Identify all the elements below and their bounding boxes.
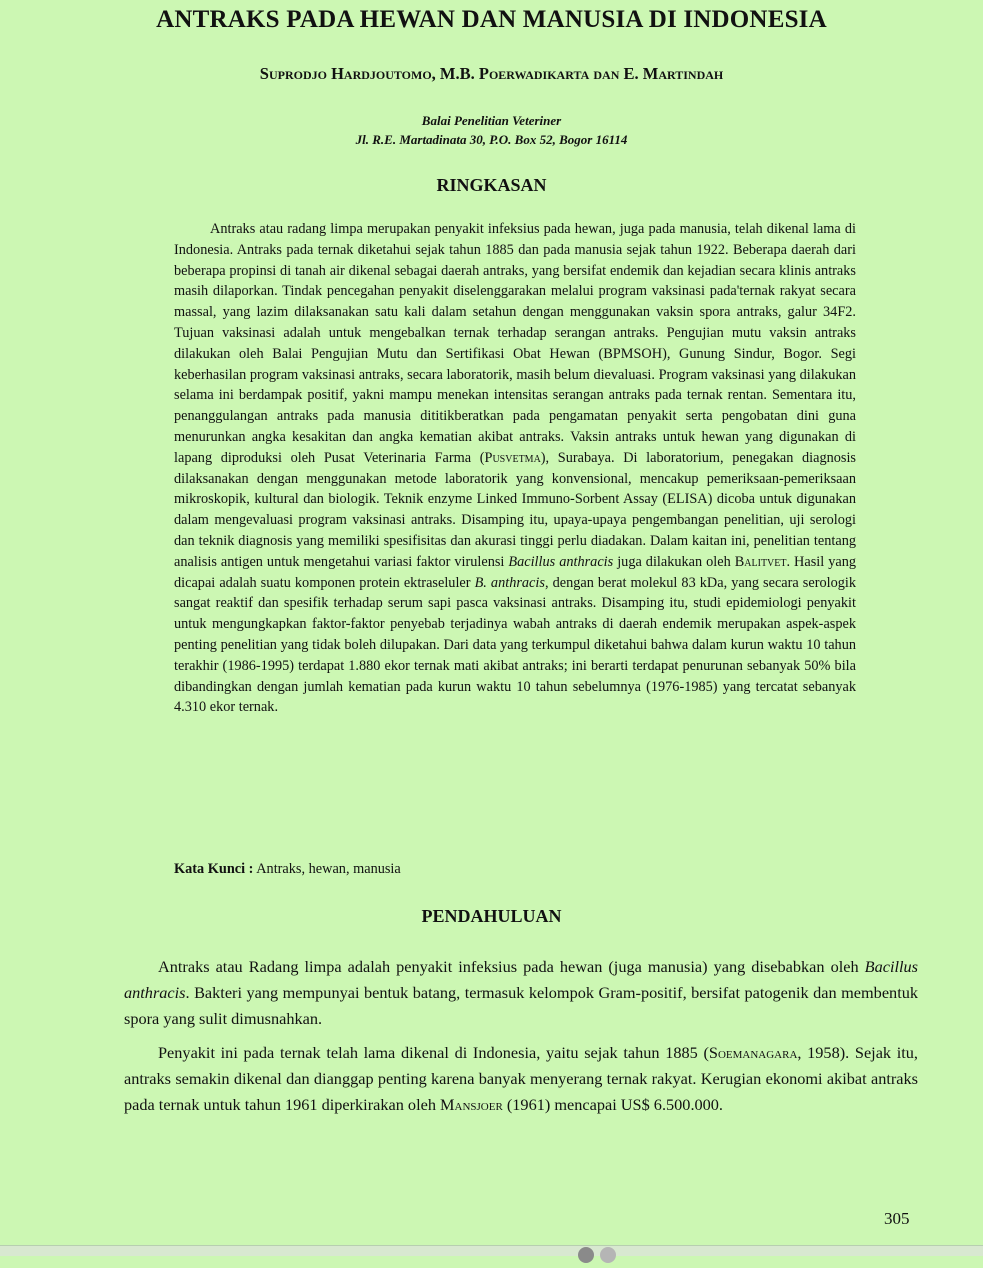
paper-title: ANTRAKS PADA HEWAN DAN MANUSIA DI INDONESIA <box>156 6 827 33</box>
species-name: B. anthracis <box>474 574 545 591</box>
keywords-label: Kata Kunci : <box>174 861 254 877</box>
citation: Mansjoer <box>440 1095 503 1114</box>
affiliation-name: Balai Penelitian Veteriner <box>421 113 562 128</box>
affiliation <box>0 111 983 149</box>
citation: Soemanagara <box>708 1043 798 1062</box>
abstract-text: Antraks atau radang limpa merupakan penyakit infeksius pada hewan, juga pada manusia, telah dikenal lama di Indonesia. Antraks pada ternak diketahui sejak tahun 1885 dan pada manusia sejak tahun 1922. Beberapa daerah dari beberapa propinsi di tanah air dikenal sebagai daerah antraks, yang bersifat endemik dan kejadian secara klinis antraks masih dilaporkan. Tindak pencegahan penyakit diselenggarakan melalui program vaksinasi pada'ternak rakyat secara massal, yang lazim dilaksanakan satu kali dalam setahun dengan menggunakan vaksin spora antraks, galur 34F2. Tujuan vaksinasi adalah untuk mengebalkan ternak terhadap serangan antraks. Pengujian mutu vaksin antraks dilakukan oleh Balai Pengujian Mutu dan Sertifikasi Obat Hewan (BPMSOH), Gunung Sindur, Bogor. Segi keberhasilan program vaksinasi antraks, secara laboratorik, masih belum dievaluasi. Program vaksinasi yang dilakukan selama ini berdampak positif, yakni mampu menekan intensitas serangan antraks pada ternak rentan. Sementara itu, penanggulangan antraks pada manusia dititikberatkan pada pengamatan penyakit serta pengobatan dini guna menurunkan angka kesakitan dan angka kematian akibat antraks. Vaksin antraks untuk hewan yang digunakan di lapang diproduksi oleh Pusat Veterinaria Farma (Pusvetma), Surabaya. Di laboratorium, penegakan diagnosis dilaksanakan dengan menggunakan metode laboratorik yang konvensional, mencakup pemeriksaan-pemeriksaan mikroskopik, kultural dan biologik. Teknik enzyme Linked Immuno-Sorbent Assay (ELISA) dicoba untuk digunakan dalam mengevaluasi program vaksinasi antraks. Disamping itu, upaya-upaya pengembangan penelitian, uji serologi dan teknik diagnosis yang memiliki spesifisitas dan akurasi tinggi perlu diadakan. Dalam kaitan ini, penelitian tentang analisis antigen untuk mengetahui variasi faktor virulensi Bacillus anthracis juga dilakukan oleh Balitvet. Hasil yang dicapai adalah suatu komponen protein ektraseluler B. anthracis, dengan berat molekul 83 kDa, yang secara serologik sangat reaktif dan spesifik terhadap serum sapi pasca vaksinasi antraks. Disamping itu, studi epidemiologi penyakit untuk mengungkapkan faktor-faktor penyebab terjadinya wabah antraks di daerah endemik merupakan aspek-aspek penting penelitian yang tidak boleh dilupakan. Dari data yang terkumpul diketahui bahwa dalam kurun waktu 10 tahun terakhir (1986-1995) terdapat 1.880 ekor ternak mati akibat antraks; ini berarti terdapat penurunan sebanyak 50% bila dibandingkan dengan jumlah kematian pada kurun waktu 10 tahun sebelumnya (1976-1985) yang tercatat sebanyak 4.310 ekor ternak. <box>174 221 857 716</box>
control-dot-icon[interactable] <box>600 1247 616 1263</box>
affiliation-address: Jl. R.E. Martadinata 30, P.O. Box 52, Bogor 16114 <box>355 132 628 147</box>
intro-heading: PENDAHULUAN <box>421 906 562 926</box>
intro-paragraph-2: Penyakit ini pada ternak telah lama dikenal di Indonesia, yaitu sejak tahun 1885 (Soemanagara, 1958). Sejak itu, antraks semakin dikenal dan dianggap penting karena banyak menyerang ternak rakyat. Kerugian ekonomi akibat antraks pada ternak untuk tahun 1961 diperkirakan oleh Mansjoer (1961) mencapai US$ 6.500.000. <box>124 1043 919 1114</box>
viewer-controls[interactable] <box>578 1247 638 1255</box>
species-name: Bacillus anthracis <box>508 553 614 570</box>
species-name: Bacillus anthracis <box>124 957 918 1002</box>
viewer-bottom-bar <box>0 1245 983 1256</box>
keywords <box>174 859 856 879</box>
keywords-value: Antraks, hewan, manusia <box>253 861 401 877</box>
author-list: Suprodjo Hardjoutomo, M.B. Poerwadikarta dan E. Martindah <box>259 64 724 83</box>
intro-paragraph-1: Antraks atau Radang limpa adalah penyakit infeksius pada hewan (juga manusia) yang disebabkan oleh Bacillus anthracis. Bakteri yang mempunyai bentuk batang, termasuk kelompok Gram-positif, bersifat patogenik dan membentuk spora yang sulit dimusnahkan. <box>124 957 918 1028</box>
abstract-heading: RINGKASAN <box>436 175 547 195</box>
control-dot-icon[interactable] <box>578 1247 594 1263</box>
page-number: 305 <box>884 1209 910 1228</box>
